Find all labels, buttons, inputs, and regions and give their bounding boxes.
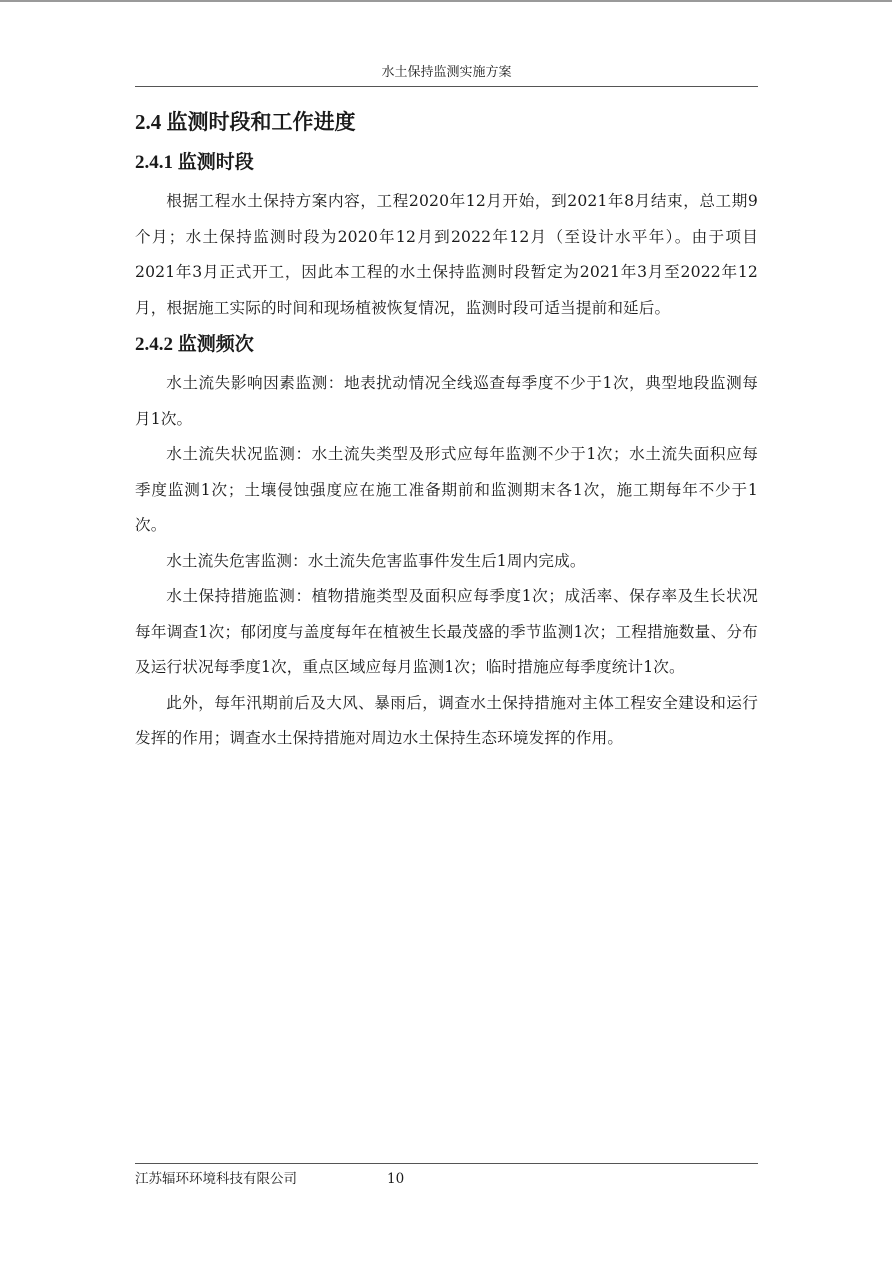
page-top-edge (0, 0, 892, 2)
subsection-heading-2-4-1: 2.4.1 监测时段 (135, 152, 254, 173)
header-title: 水土保持监测实施方案 (381, 65, 512, 80)
page-footer (135, 1163, 758, 1188)
paragraph-erosion-hazard: 水土流失危害监测：水土流失危害监事件发生后1周内完成。 (166, 551, 586, 570)
paragraph-erosion-status: 水土流失状况监测：水土流失类型及形式应每年监测不少于1次；水土流失面积应每季度监测1次；土壤侵蚀强度应在施工准备期前和监测期末各1次，施工期每年不少于1次。 (135, 445, 758, 534)
subsection-heading-2-4-2: 2.4.2 监测频次 (135, 334, 254, 355)
page-body (135, 104, 758, 757)
footer-company: 江苏辐环环境科技有限公司 (135, 1171, 297, 1187)
section-heading: 2.4 监测时段和工作进度 (135, 110, 356, 134)
page-number: 10 (387, 1171, 405, 1187)
paragraph-monitoring-period: 根据工程水土保持方案内容，工程2020年12月开始，到2021年8月结束，总工期9个月；水土保持监测时段为2020年12月到2022年12月（至设计水平年）。由于项目2021年3月正式开工，因此本工程的水土保持监测时段暂定为2021年3月至2022年12月，根据施工实际的时间和现场植被恢复情况，监测时段可适当提前和延后。 (135, 192, 758, 317)
paragraph-additional-survey: 此外，每年汛期前后及大风、暴雨后，调查水土保持措施对主体工程安全建设和运行发挥的作用；调查水土保持措施对周边水土保持生态环境发挥的作用。 (135, 693, 758, 747)
paragraph-conservation-measures: 水土保持措施监测：植物措施类型及面积应每季度1次；成活率、保存率及生长状况每年调查1次；郁闭度与盖度每年在植被生长最茂盛的季节监测1次；工程措施数量、分布及运行状况每季度1次，重点区域应每月监测1次；临时措施应每季度统计1次。 (135, 587, 758, 676)
page-header (135, 62, 758, 87)
paragraph-influence-factors: 水土流失影响因素监测：地表扰动情况全线巡查每季度不少于1次，典型地段监测每月1次。 (135, 374, 758, 428)
